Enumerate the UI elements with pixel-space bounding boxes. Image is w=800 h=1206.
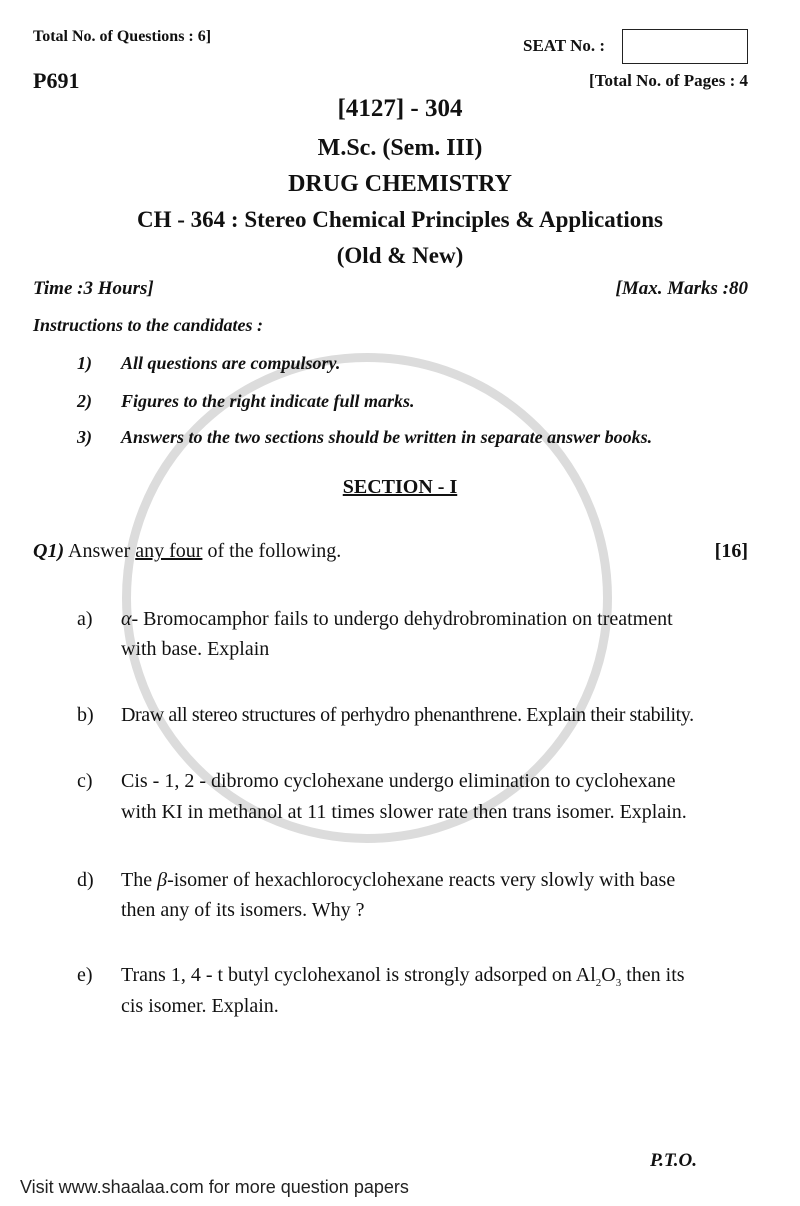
section-heading: SECTION - I [342, 476, 458, 498]
course: M.Sc. (Sem. III) [317, 135, 483, 161]
question-number: Q1) [33, 540, 65, 562]
question-emphasis: any four [135, 540, 203, 562]
time: Time :3 Hours] [33, 278, 154, 299]
footer-link[interactable]: Visit www.shaalaa.com for more question papers [20, 1177, 409, 1197]
beta-symbol: β [157, 869, 168, 891]
part-label: a) [77, 608, 93, 630]
total-pages: [Total No. of Pages : 4 [589, 71, 748, 90]
question-1 [33, 541, 341, 561]
seat-number-box[interactable] [622, 29, 748, 64]
part-d-line2: then any of its isomers. Why ? [121, 899, 365, 921]
part-label: d) [77, 869, 94, 891]
question-prefix: Answer [68, 540, 131, 562]
instruction-num: 2) [77, 391, 92, 411]
part-label: e) [77, 964, 93, 986]
instruction-num: 1) [77, 353, 92, 373]
seat-label: SEAT No. : [523, 36, 606, 55]
alpha-symbol: α [121, 608, 132, 630]
instruction-text: Answers to the two sections should be written in separate answer books. [121, 427, 653, 447]
part-d-line1: The β-isomer of hexachlorocyclohexane reacts very slowly with base [121, 869, 676, 891]
total-questions: Total No. of Questions : 6] [33, 28, 212, 45]
max-marks: [Max. Marks :80 [615, 278, 748, 299]
instruction-num: 3) [77, 427, 92, 447]
instructions-title: Instructions to the candidates : [33, 315, 264, 335]
part-label: c) [77, 770, 93, 792]
part-a-line1: α- Bromocamphor fails to undergo dehydrobromination on treatment [121, 608, 673, 630]
edition: (Old & New) [336, 243, 464, 268]
pto: P.T.O. [650, 1150, 697, 1171]
instruction-text: All questions are compulsory. [121, 353, 341, 373]
exam-code: [4127] - 304 [337, 95, 463, 122]
part-b-line1: Draw all stereo structures of perhydro phenanthrene. Explain their stability. [121, 704, 694, 726]
part-c-line2: with KI in methanol at 11 times slower rate then trans isomer. Explain. [121, 801, 687, 823]
question-suffix: of the following. [207, 540, 342, 562]
question-marks: [16] [714, 540, 748, 562]
paper-title: CH - 364 : Stereo Chemical Principles & Applications [137, 207, 663, 232]
paper-code: P691 [33, 68, 80, 93]
part-e-line2: cis isomer. Explain. [121, 995, 279, 1017]
part-label: b) [77, 704, 94, 726]
part-c-line1: Cis - 1, 2 - dibromo cyclohexane undergo elimination to cyclohexane [121, 770, 676, 792]
instruction-text: Figures to the right indicate full marks. [121, 391, 415, 411]
subject: DRUG CHEMISTRY [288, 171, 512, 197]
part-e-line1: Trans 1, 4 - t butyl cyclohexanol is strongly adsorped on $Al_2O_3$ then its [121, 964, 685, 989]
part-a-line2: with base. Explain [121, 638, 270, 660]
